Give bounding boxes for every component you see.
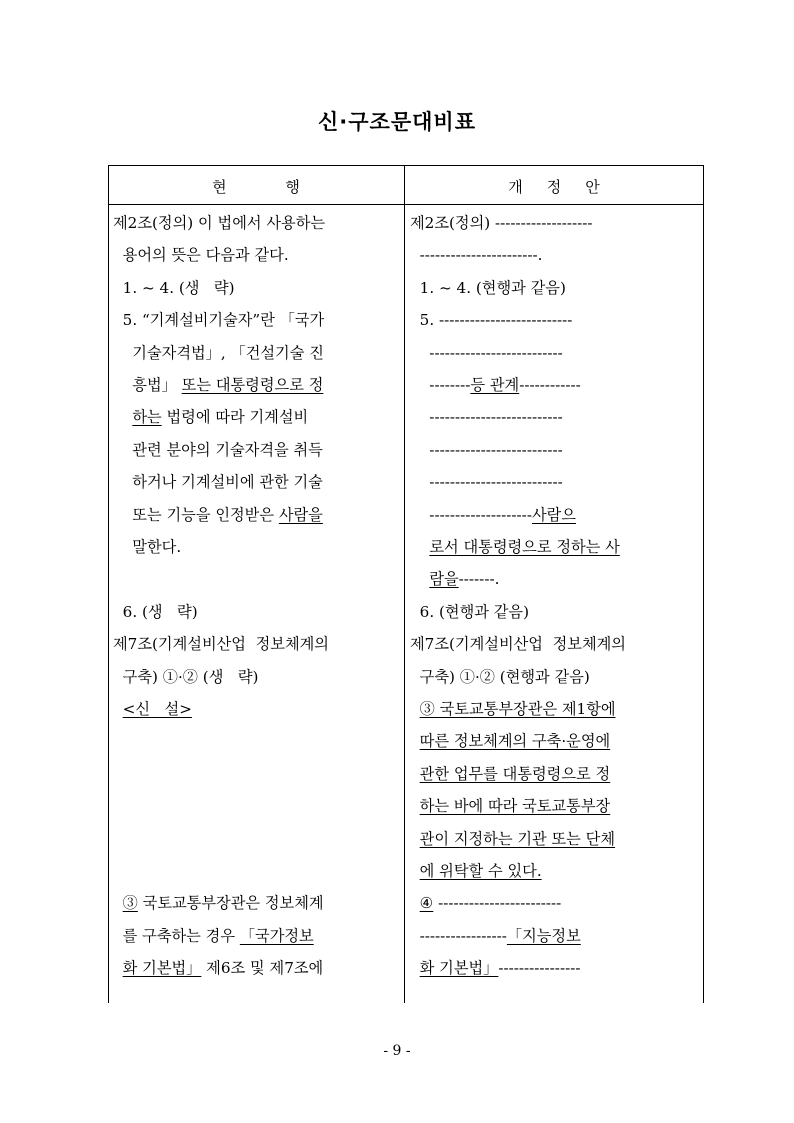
revised-line: [410, 796, 610, 816]
text-segment: 국토교통부장관은 정보체계: [137, 894, 324, 913]
revised-line: [410, 764, 610, 784]
revised-line: [410, 634, 626, 654]
text-segment: ----------------: [498, 959, 581, 978]
underlined-text: <신 설>: [122, 700, 192, 718]
current-line: [113, 893, 324, 913]
text-segment: -----------------: [410, 926, 507, 945]
underlined-text: ③: [122, 894, 138, 913]
text-segment: [410, 700, 420, 718]
revised-line: [410, 440, 563, 460]
underlined-text: 관한 업무를 대통령령으로 정: [419, 764, 611, 783]
underlined-text: 사람을: [278, 505, 323, 524]
text-segment: 6. (생 략): [113, 602, 198, 621]
revised-line: [410, 731, 610, 751]
current-line: [113, 667, 258, 687]
current-line: [113, 440, 323, 460]
text-segment: 법령에 따라 기계설비: [161, 408, 309, 427]
revised-line: [410, 245, 543, 265]
revised-line: [410, 407, 563, 427]
text-segment: 제7조(기계설비산업 정보체계의: [113, 635, 329, 654]
revised-line: [410, 310, 572, 330]
revised-line: [410, 893, 561, 913]
header-current: 현 행: [212, 178, 301, 196]
text-segment: 제2조(정의) 이 법에서 사용하는: [113, 214, 326, 232]
page-number: - 9 -: [383, 1043, 411, 1059]
current-line: [113, 407, 308, 427]
text-segment: 5. --------------------------: [410, 311, 573, 330]
text-segment: ------------------------: [433, 894, 562, 913]
underlined-text: 화 기본법」: [122, 959, 202, 978]
underlined-text: 화 기본법」: [419, 959, 499, 978]
text-segment: --------------------------: [410, 408, 563, 427]
underlined-text: 에 위탁할 수 있다.: [419, 862, 542, 880]
text-segment: 구축) ①·② (생 략): [113, 667, 259, 686]
current-line: [113, 634, 329, 654]
text-segment: 말한다.: [113, 538, 182, 556]
revised-line: [410, 958, 580, 978]
text-segment: 6. (현행과 같음): [410, 602, 530, 621]
underlined-text: 따른 정보체계의 구축·운영에: [419, 732, 611, 751]
text-segment: ------------: [519, 376, 581, 394]
underlined-text: 등 관계: [470, 376, 520, 394]
text-segment: --------------------------: [410, 473, 563, 492]
text-segment: 흥법」: [113, 376, 182, 394]
current-line: [113, 343, 324, 363]
underlined-text: 또는 대통령령으로 정: [181, 376, 324, 394]
underlined-text: 「국가정보: [239, 926, 314, 945]
text-segment: [410, 797, 420, 815]
current-line: [113, 278, 235, 298]
text-segment: 1. ~ 4. (현행과 같음): [410, 278, 566, 297]
underlined-text: 「지능정보: [506, 926, 581, 945]
current-line: [113, 602, 198, 622]
underlined-text: ④: [419, 894, 434, 913]
revised-line: [410, 926, 581, 946]
revised-line: [410, 569, 499, 589]
text-segment: -----------------------.: [410, 246, 543, 265]
revised-line: [410, 602, 529, 622]
text-segment: [410, 538, 429, 556]
text-segment: 제7조(기계설비산업 정보체계의: [410, 635, 626, 654]
text-segment: 1. ~ 4. (생 략): [113, 278, 235, 297]
current-line: [113, 245, 289, 265]
text-segment: [410, 862, 420, 880]
revised-line: [410, 343, 563, 363]
header-revised: 개 정 안: [508, 178, 601, 196]
revised-line: [410, 537, 620, 557]
revised-line: [410, 505, 576, 525]
text-segment: --------------------: [410, 505, 532, 524]
revised-line: [410, 375, 581, 395]
current-line: [113, 958, 323, 978]
text-segment: -------.: [458, 570, 500, 589]
underlined-text: 람을: [429, 570, 459, 589]
current-line: [113, 926, 314, 946]
text-segment: 를 구축하는 경우: [113, 926, 240, 945]
text-segment: 용어의 뜻은 다음과 같다.: [113, 246, 289, 265]
text-segment: [410, 765, 420, 783]
text-segment: [410, 570, 429, 588]
current-line: [113, 375, 323, 395]
underlined-text: 사람으: [531, 505, 576, 524]
underlined-text: 관이 지정하는 기관 또는 단체: [419, 829, 616, 848]
text-segment: 5. “기계설비기술자”란 「국가: [113, 311, 325, 330]
text-segment: [410, 959, 420, 977]
text-segment: --------------------------: [410, 343, 563, 362]
text-segment: --------: [410, 376, 471, 394]
revised-line: [410, 667, 590, 687]
current-line: [113, 472, 323, 492]
comparison-table: [108, 165, 704, 1003]
text-segment: 또는 기능을 인정받은: [113, 505, 279, 524]
current-line: [113, 505, 323, 525]
revised-line: [410, 472, 563, 492]
current-line: [113, 213, 325, 233]
text-segment: [410, 830, 420, 848]
revised-line: [410, 829, 615, 849]
underlined-text: ③ 국토교통부장관은 제1항에: [419, 700, 616, 718]
text-segment: 구축) ①·② (현행과 같음): [410, 667, 590, 686]
text-segment: 관련 분야의 기술자격을 취득: [113, 440, 323, 459]
text-segment: [113, 700, 123, 718]
text-segment: [113, 959, 123, 977]
header-divider: [109, 204, 703, 205]
text-segment: [113, 408, 132, 426]
text-segment: [410, 732, 420, 750]
column-divider: [404, 166, 405, 1003]
text-segment: --------------------------: [410, 440, 563, 459]
current-line: [113, 310, 324, 330]
revised-line: [410, 861, 542, 881]
page-title: 신·구조문대비표: [318, 110, 476, 134]
text-segment: 하거나 기계설비에 관한 기술: [113, 473, 323, 492]
text-segment: 제6조 및 제7조에: [201, 959, 324, 978]
underlined-text: 하는 바에 따라 국토교통부장: [419, 797, 611, 816]
current-line: [113, 537, 181, 557]
underlined-text: 하는: [132, 408, 162, 427]
text-segment: 기술자격법」, 「건설기술 진: [113, 343, 324, 362]
underlined-text: 로서 대통령령으로 정하는 사: [429, 538, 620, 556]
text-segment: [410, 894, 420, 912]
revised-line: [410, 278, 566, 298]
text-segment: 제2조(정의) -------------------: [410, 214, 593, 232]
revised-line: [410, 213, 593, 233]
revised-line: [410, 699, 616, 719]
current-line: [113, 699, 192, 719]
text-segment: [113, 894, 123, 912]
